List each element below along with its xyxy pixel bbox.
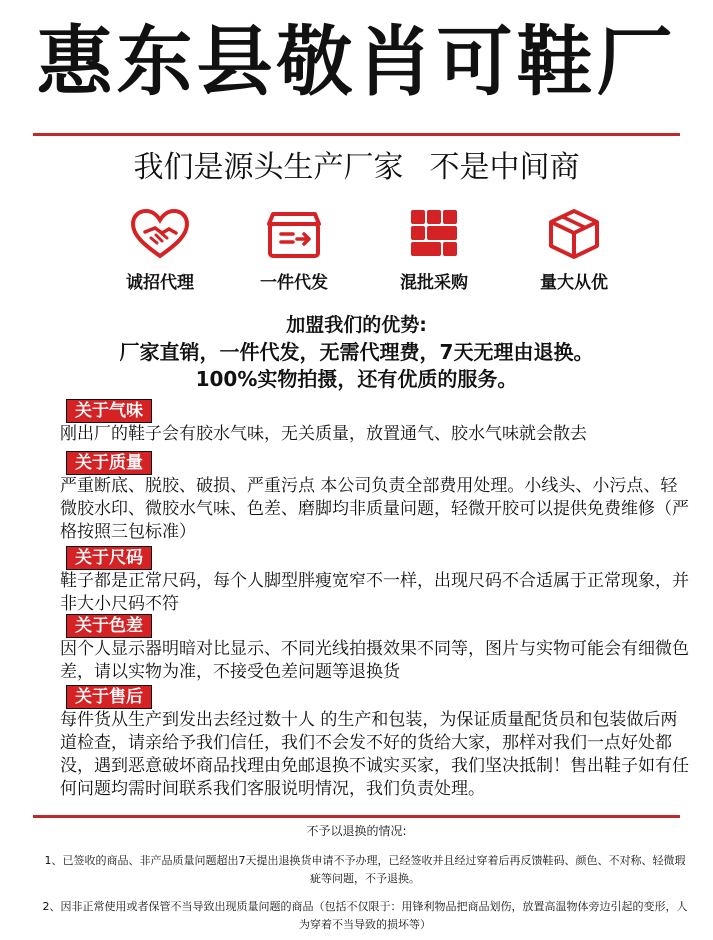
text-smell: 刚出厂的鞋子会有胶水气味，无关质量，放置通气、胶水气味就会散去: [60, 424, 587, 444]
feature-mixed: [374, 208, 494, 293]
text-color: 因个人显示器明暗对比显示、不同光线拍摄效果不同等，图片与实物可能会有细微色差，请以实物为准，不接受色差问题等退换货: [60, 639, 689, 682]
text-quality: 严重断底、脱胶、破损、严重污点 本公司负责全部费用处理。小线头、小污点、轻微胶水印、微胶水气味、色差、磨脚均非质量问题，轻微开胶可以提供免费维修（严格按照三包标准）: [60, 476, 689, 542]
page-title: 惠东县敬肖可鞋厂: [36, 17, 677, 106]
slogan: [0, 146, 713, 190]
text-size: 鞋子都是正常尺码，每个人脚型胖瘦宽窄不一样，出现尺码不合适属于正常现象，并非大小尺码不符: [60, 571, 689, 614]
grid-blocks-icon: [403, 208, 465, 260]
no-return-item-1: 1、已签收的商品、非产品质量问题超出7天提出退换货申请不予办理，已经签收并且经过穿着后再反馈鞋码、颜色、不对称、轻微瑕疵等问题，不予退换。: [44, 854, 686, 885]
feature-dropship: [234, 208, 354, 293]
feature-mixed-label: 混批采购: [400, 273, 468, 293]
delivery-box-icon: [263, 208, 325, 260]
no-return-item-2: 2、因非正常使用或者保管不当导致出现质量问题的商品（包括不仅限于：用锋利物品把商品划伤，放置高温物体旁边引起的变形，人为穿着不当导致的损坏等）: [42, 900, 688, 931]
slogan-left: 我们是源头生产厂家: [133, 150, 404, 185]
tag-aftersale: 关于售后: [66, 685, 152, 709]
package-cube-icon: [543, 208, 605, 260]
tag-quality: 关于质量: [66, 451, 152, 475]
bottom-divider: [33, 815, 680, 818]
advantages-line-2: 100%实物拍摄，还有优质的服务。: [195, 367, 518, 391]
feature-bulk-label: 量大从优: [540, 273, 608, 293]
feature-agent-label: 诚招代理: [126, 273, 194, 293]
feature-dropship-label: 一件代发: [260, 273, 328, 293]
advantages-heading: 加盟我们的优势:: [286, 314, 427, 336]
handshake-heart-icon: [129, 208, 191, 260]
tag-smell: 关于气味: [66, 399, 152, 423]
advantages-line-1: 厂家直销，一件代发，无需代理费，7天无理由退换。: [119, 340, 594, 364]
title-divider: [33, 133, 680, 136]
feature-agent: [100, 208, 220, 293]
tag-color: 关于色差: [66, 614, 152, 638]
tag-size: 关于尺码: [66, 546, 152, 570]
text-aftersale: 每件货从生产到发出去经过数十人 的生产和包装，为保证质量配货员和包装做后两道检查，请亲给予我们信任，我们不会发不好的货给大家，那样对我们一点好处都没，遇到恶意破坏商品找理由免邮退换不诚实买家，我们坚决抵制！售出鞋子如有任何问题均需时间联系我们客服说明情况，我们负责处理。: [60, 710, 689, 799]
slogan-right: 不是中间商: [429, 150, 580, 185]
feature-bulk: [514, 208, 634, 293]
no-return-title: 不予以退换的情况:: [306, 824, 407, 838]
